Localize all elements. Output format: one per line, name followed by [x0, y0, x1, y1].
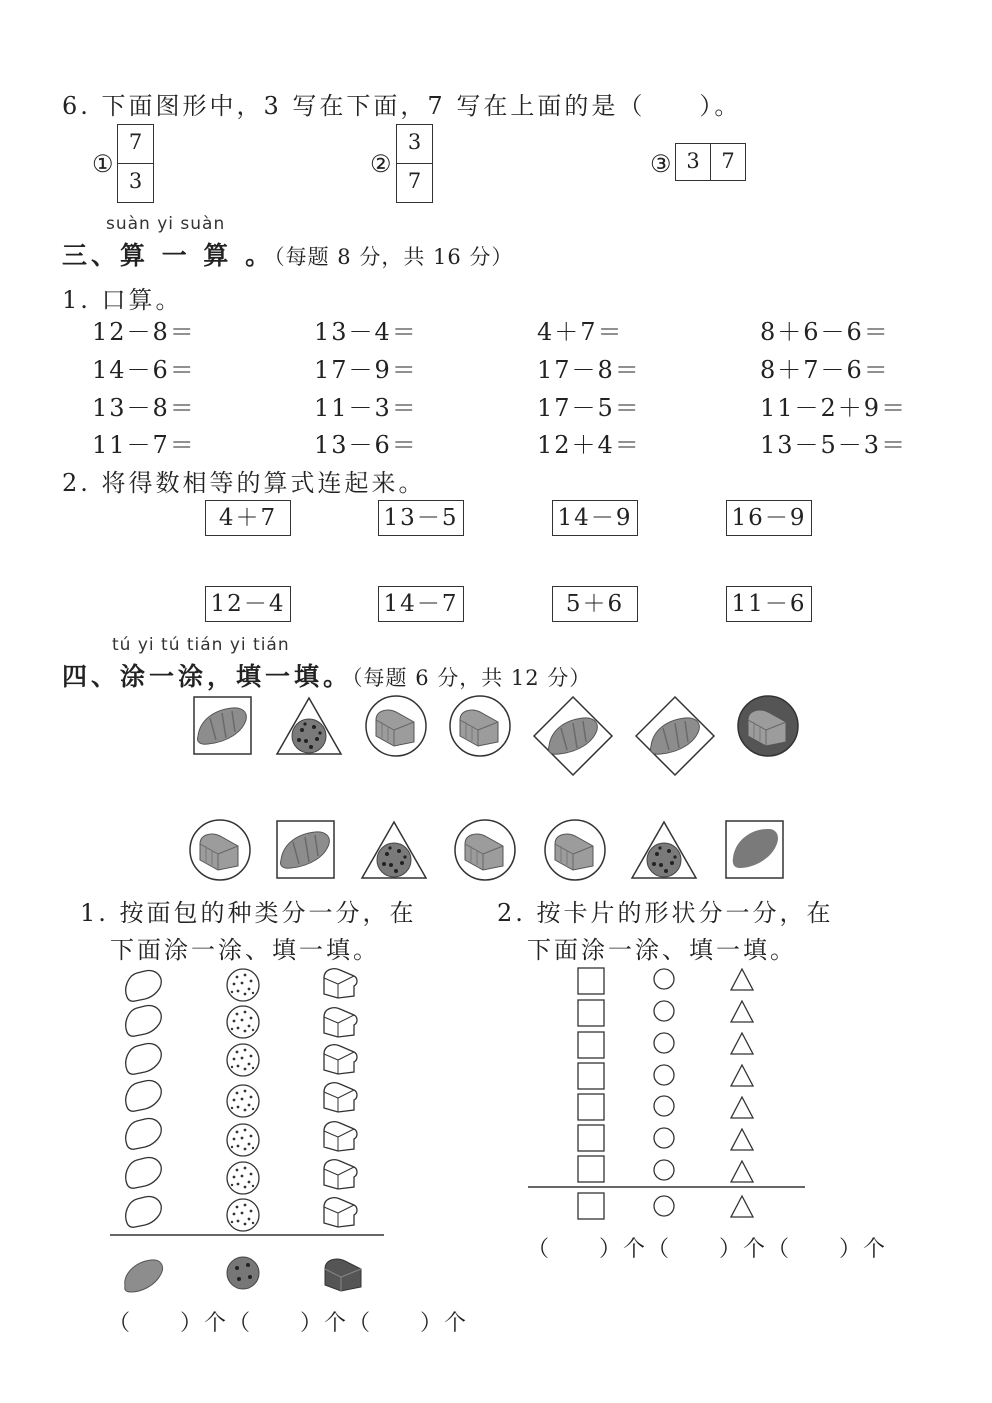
- section4-pinyin: tú yi tú tián yi tián: [112, 635, 290, 655]
- match-expression-bottom[interactable]: 5＋6: [552, 586, 638, 622]
- oral-calc-item: 12＋4＝: [537, 431, 641, 459]
- match-expression-bottom[interactable]: 12－4: [205, 586, 291, 622]
- oral-calc-item: 13－6＝: [314, 431, 418, 459]
- q6-option3-left-cell: 3: [675, 143, 711, 181]
- q6-option1-marker: ①: [92, 150, 114, 178]
- section3-q1-label: 1. 口算。: [62, 286, 183, 314]
- match-expression-bottom[interactable]: 14－7: [378, 586, 464, 622]
- match-expression-top[interactable]: 16－9: [726, 500, 812, 536]
- oral-calc-item: 13－5－3＝: [760, 431, 908, 459]
- section4-sub2-line2: 下面涂一涂、填一填。: [527, 936, 797, 964]
- section3-note: （每题 8 分，共 16 分）: [274, 245, 514, 269]
- q6-text: 6. 下面图形中，3 写在下面，7 写在上面的是（ ）。: [62, 92, 742, 120]
- section3-pinyin: suàn yi suàn: [106, 214, 226, 234]
- oral-calc-item: 11－2＋9＝: [760, 394, 908, 422]
- match-expression-top[interactable]: 14－9: [552, 500, 638, 536]
- oral-calc-item: 4＋7＝: [537, 318, 624, 346]
- oral-calc-item: 17－9＝: [314, 356, 418, 384]
- section4-sub2-line1: 2. 按卡片的形状分一分，在: [497, 899, 834, 927]
- oral-calc-item: 17－5＝: [537, 394, 641, 422]
- oral-calc-item: 8＋6－6＝: [760, 318, 890, 346]
- match-expression-bottom[interactable]: 11－6: [726, 586, 812, 622]
- section4-sub2-answer[interactable]: （ ）个（ ）个（ ）个: [527, 1237, 888, 1262]
- oral-calc-item: 11－3＝: [314, 394, 418, 422]
- section4-title: 四、涂一涂，填一填。: [62, 662, 353, 691]
- oral-calc-item: 8＋7－6＝: [760, 356, 890, 384]
- q6-option1-bottom-cell: 3: [117, 163, 154, 203]
- match-expression-top[interactable]: 4＋7: [205, 500, 291, 536]
- q6-option2-top-cell: 3: [396, 124, 433, 164]
- q6-option3-right-cell: 7: [710, 143, 746, 181]
- q6-option2-bottom-cell: 7: [396, 163, 433, 203]
- oral-calc-item: 14－6＝: [92, 356, 196, 384]
- oral-calc-item: 13－4＝: [314, 318, 418, 346]
- section3-q2-label: 2. 将得数相等的算式连起来。: [62, 469, 426, 497]
- section4-sub1-line1: 1. 按面包的种类分一分，在: [80, 899, 417, 927]
- q6-option2-marker: ②: [370, 150, 392, 178]
- oral-calc-item: 12－8＝: [92, 318, 196, 346]
- section4-note: （每题 6 分，共 12 分）: [352, 666, 592, 690]
- oral-calc-item: 11－7＝: [92, 431, 196, 459]
- oral-calc-item: 17－8＝: [537, 356, 641, 384]
- q6-option3-marker: ③: [650, 150, 672, 178]
- section4-sub1-answer[interactable]: （ ）个（ ）个（ ）个: [108, 1311, 469, 1336]
- match-expression-top[interactable]: 13－5: [378, 500, 464, 536]
- oral-calc-item: 13－8＝: [92, 394, 196, 422]
- section4-sub1-line2: 下面涂一涂、填一填。: [110, 936, 380, 964]
- section3-title: 三、算 一 算 。: [62, 241, 275, 270]
- q6-option1-top-cell: 7: [117, 124, 154, 164]
